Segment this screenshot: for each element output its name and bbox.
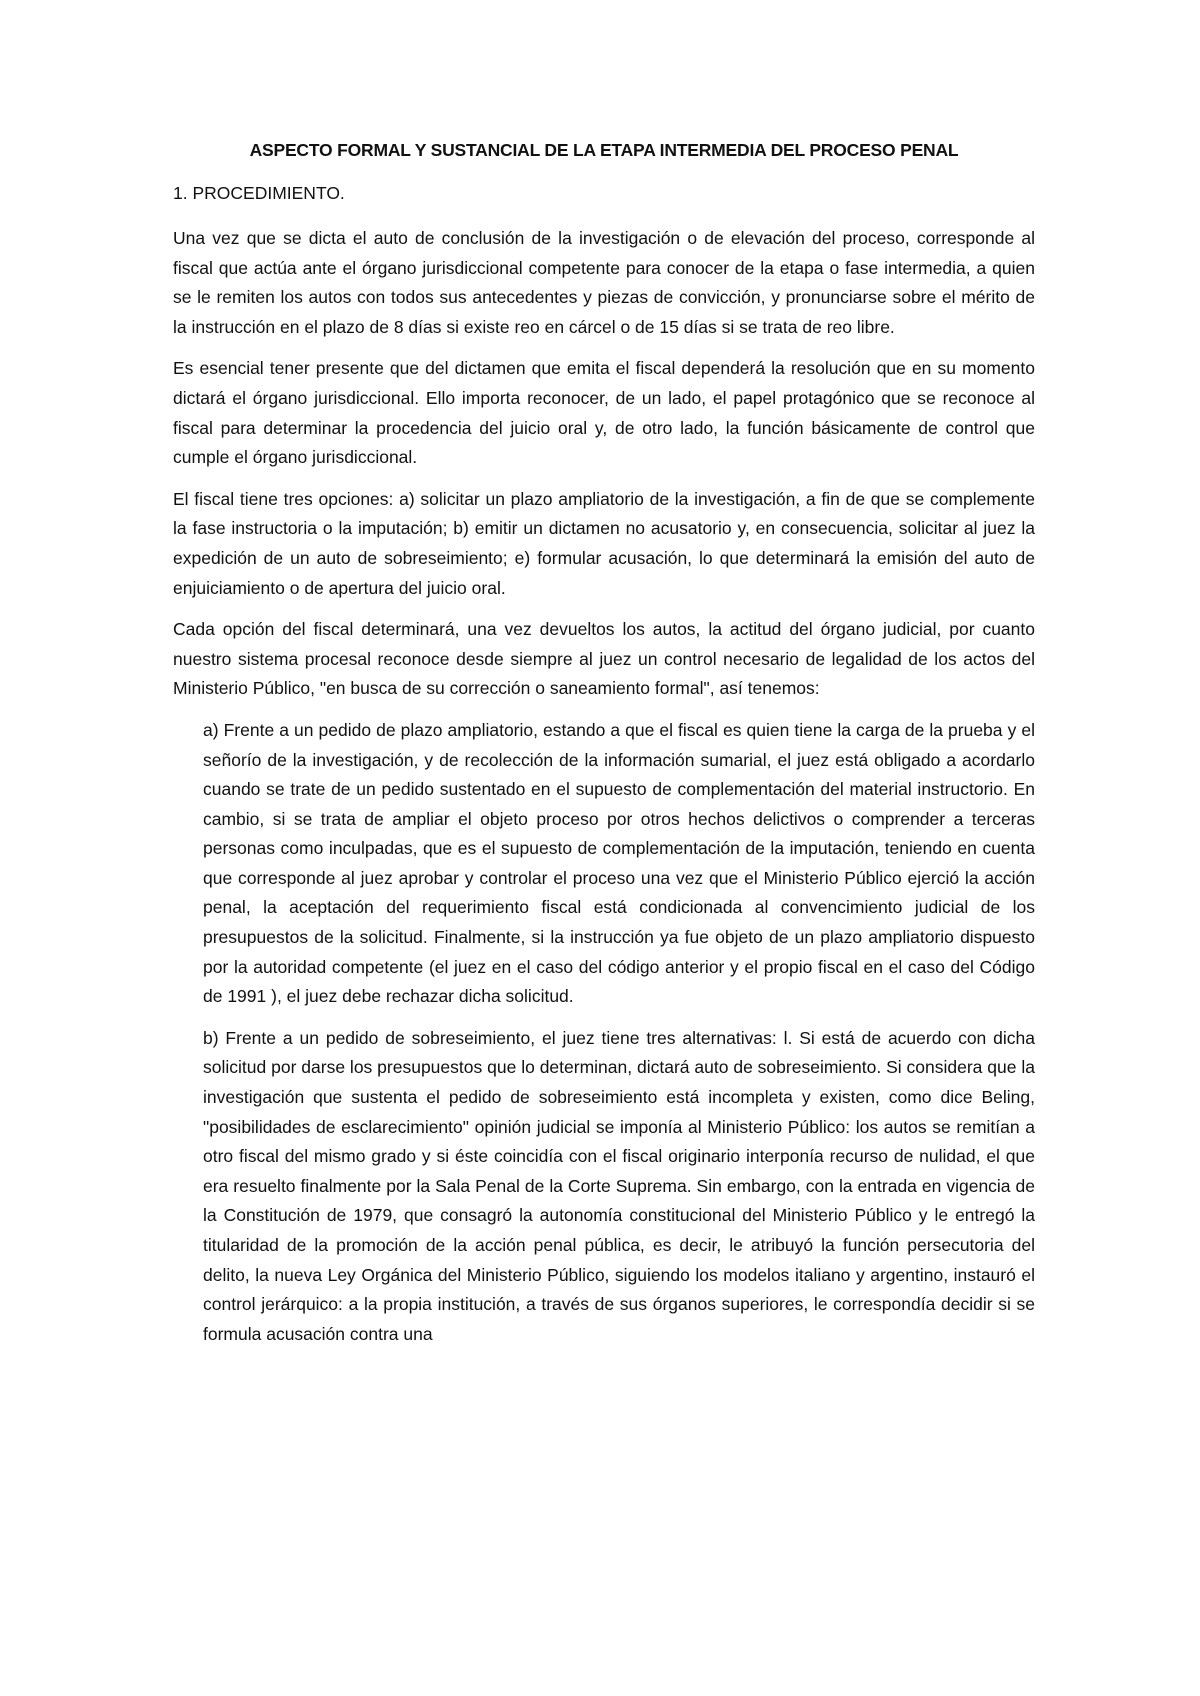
document-title: ASPECTO FORMAL Y SUSTANCIAL DE LA ETAPA INTERMEDIA DEL PROCESO PENAL [249,140,959,160]
indented-paragraph-b: b) Frente a un pedido de sobreseimiento, el juez tiene tres alternativas: l. Si está de acuerdo con dicha solicitud por darse los presupuestos que lo determinan, dictará auto de sobreseimiento. Si considera que la investigación que sustenta el pedido de sobreseimiento está incompleta y existen, como dice Beling, "posibilidades de esclarecimiento" opinión judicial se imponía al Ministerio Público: los autos se remitían a otro fiscal del mismo grado y si éste coincidía con el fiscal originario interponía recurso de nulidad, el que era resuelto finalmente por la Sala Penal de la Corte Suprema. Sin embargo, con la entrada en vigencia de la Constitución de 1979, que consagró la autonomía constitucional del Ministerio Público y le entregó la titularidad de la promoción de la acción penal pública, es decir, le atribuyó la función persecutoria del delito, la nueva Ley Orgánica del Ministerio Público, siguiendo los modelos italiano y argentino, instauró el control jerárquico: a la propia institución, a través de sus órganos superiores, le correspondía decidir si se formula acusación contra una [203,1027,1035,1344]
section-heading: 1. PROCEDIMIENTO. [173,183,345,203]
indented-paragraph-a: a) Frente a un pedido de plazo ampliatorio, estando a que el fiscal es quien tiene la carga de la prueba y el señorío de la investigación, y de recolección de la información sumarial, el juez está obligado a acordarlo cuando se trate de un pedido sustentado en el supuesto de complementación del material instructorio. En cambio, si se trata de ampliar el objeto proceso por otros hechos delictivos o comprender a terceras personas como inculpadas, que es el supuesto de complementación de la imputación, teniendo en cuenta que corresponde al juez aprobar y controlar el proceso una vez que el Ministerio Público ejerció la acción penal, la aceptación del requerimiento fiscal está condicionada al convencimiento judicial de los presupuestos de la solicitud. Finalmente, si la instrucción ya fue objeto de un plazo ampliatorio dispuesto por la autoridad competente (el juez en el caso del código anterior y el propio fiscal en el caso del Código de 1991 ), el juez debe rechazar dicha solicitud. [203,719,1035,1007]
paragraph: Es esencial tener presente que del dictamen que emita el fiscal dependerá la resolución que en su momento dictará el órgano jurisdiccional. Ello importa reconocer, de un lado, el papel protagónico que se reconoce al fiscal para determinar la procedencia del juicio oral y, de otro lado, la función básicamente de control que cumple el órgano jurisdiccional. [173,358,1035,468]
paragraph: Cada opción del fiscal determinará, una vez devueltos los autos, la actitud del órgano judicial, por cuanto nuestro sistema procesal reconoce desde siempre al juez un control necesario de legalidad de los actos del Ministerio Público, "en busca de su corrección o saneamiento formal", así tenemos: [173,619,1035,699]
document-body [173,140,1035,1361]
paragraph: Una vez que se dicta el auto de conclusión de la investigación o de elevación del proceso, corresponde al fiscal que actúa ante el órgano jurisdiccional competente para conocer de la etapa o fase intermedia, a quien se le remiten los autos con todos sus antecedentes y piezas de convicción, y pronunciarse sobre el mérito de la instrucción en el plazo de 8 días si existe reo en cárcel o de 15 días si se trata de reo libre. [173,228,1035,337]
paragraph: El fiscal tiene tres opciones: a) solicitar un plazo ampliatorio de la investigación, a fin de que se complemente la fase instructoria o la imputación; b) emitir un dictamen no acusatorio y, en consecuencia, solicitar al juez la expedición de un auto de sobreseimiento; e) formular acusación, lo que determinará la emisión del auto de enjuiciamiento o de apertura del juicio oral. [173,488,1035,598]
